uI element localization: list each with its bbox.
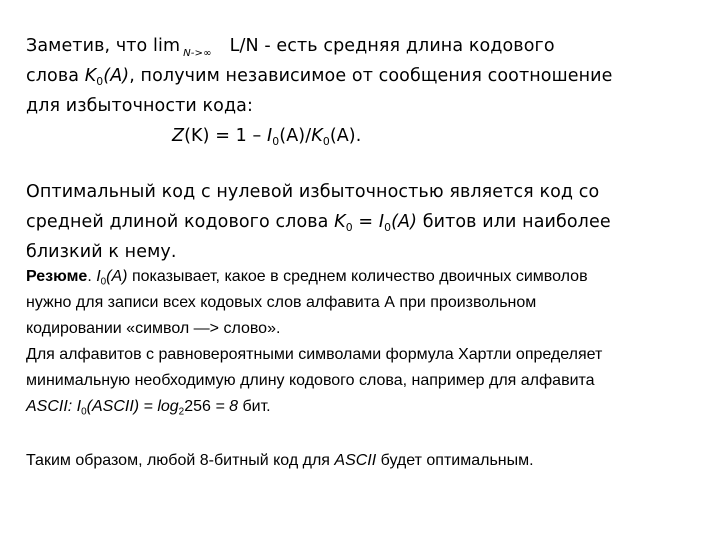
p2-text: средней длиной кодового слова [26,212,335,232]
var-K: K [311,126,323,146]
p2-line-2 [26,212,611,232]
ascii-term: ASCII [334,452,377,469]
p3-line-3 [26,320,280,338]
formula-part: (A) [279,126,306,146]
ascii-formula: (ASCII) = log [86,398,179,415]
p2-text: битов или наиболее [417,212,611,232]
p3-text: . [87,268,97,285]
subscript: 0 [96,74,104,88]
p1-text: для избыточности кода: [26,96,253,116]
p4-line-1 [26,452,534,470]
var-I: I [96,268,101,285]
var-Z: Z [172,126,185,146]
formula-part: = 1 – [209,126,268,146]
p2-text: близкий к нему. [26,242,177,262]
subscript: 0 [100,276,107,288]
var-K: K [334,212,346,232]
p2-line-3 [26,242,177,262]
p1-line-3 [26,96,253,116]
subscript: 0 [345,220,353,234]
var-I: I [267,126,273,146]
p2-line-1 [26,182,599,202]
resume-label: Резюме [26,268,88,285]
p3-text: нужно для записи всех кодовых слов алфавита А при произвольном [26,294,537,311]
subscript: 0 [322,134,330,148]
var-A: (A) [103,66,130,86]
subscript: 2 [178,406,185,418]
p3-line-2 [26,294,536,312]
ascii-formula: 256 [184,398,211,415]
ascii-formula: ASCII: I [26,398,82,415]
p3-text: кодировании «символ —> слово». [26,320,281,337]
formula-part: . [355,126,362,146]
p3-text: показывает, какое в среднем количество двоичных символов [127,268,588,285]
subscript: 0 [272,134,280,148]
formula-part: (A) [329,126,356,146]
p2-text: = [352,212,379,232]
p3-text: Для алфавитов с равновероятными символами формула Хартли определяет [26,346,603,363]
lim-subscript: N->∞ [183,47,212,59]
p1-text: слова [26,66,85,86]
formula-part: / [305,126,312,146]
p3-text: минимальную необходимую длину кодового слова, например для алфавита [26,372,595,389]
subscript: 0 [384,220,392,234]
p3-line-5 [26,372,595,390]
p1-text: Заметив, что lim [26,36,181,56]
ascii-formula: = 8 [210,398,239,415]
redundancy-formula [172,126,361,146]
var-K: K [84,66,97,86]
p3-line-1 [26,268,588,286]
p4-text: будет оптимальным. [376,452,534,469]
p1-line-1 [26,36,555,59]
var-I: I [378,212,385,232]
p2-text: Оптимальный код с нулевой избыточностью является код со [26,182,600,202]
p1-text: L/N - есть средняя длина кодового [229,36,555,56]
p4-text: Таким образом, любой 8-битный код для [26,452,335,469]
p1-text: , получим независимое от сообщения соотношение [129,66,613,86]
var-A: (A) [391,212,418,232]
p3-line-6 [26,398,271,416]
p3-text: бит. [238,398,271,415]
p1-line-2 [26,66,612,86]
p3-line-4 [26,346,602,364]
var-A: (A) [106,268,128,285]
subscript: 0 [81,406,87,418]
formula-part: (K) [184,126,210,146]
